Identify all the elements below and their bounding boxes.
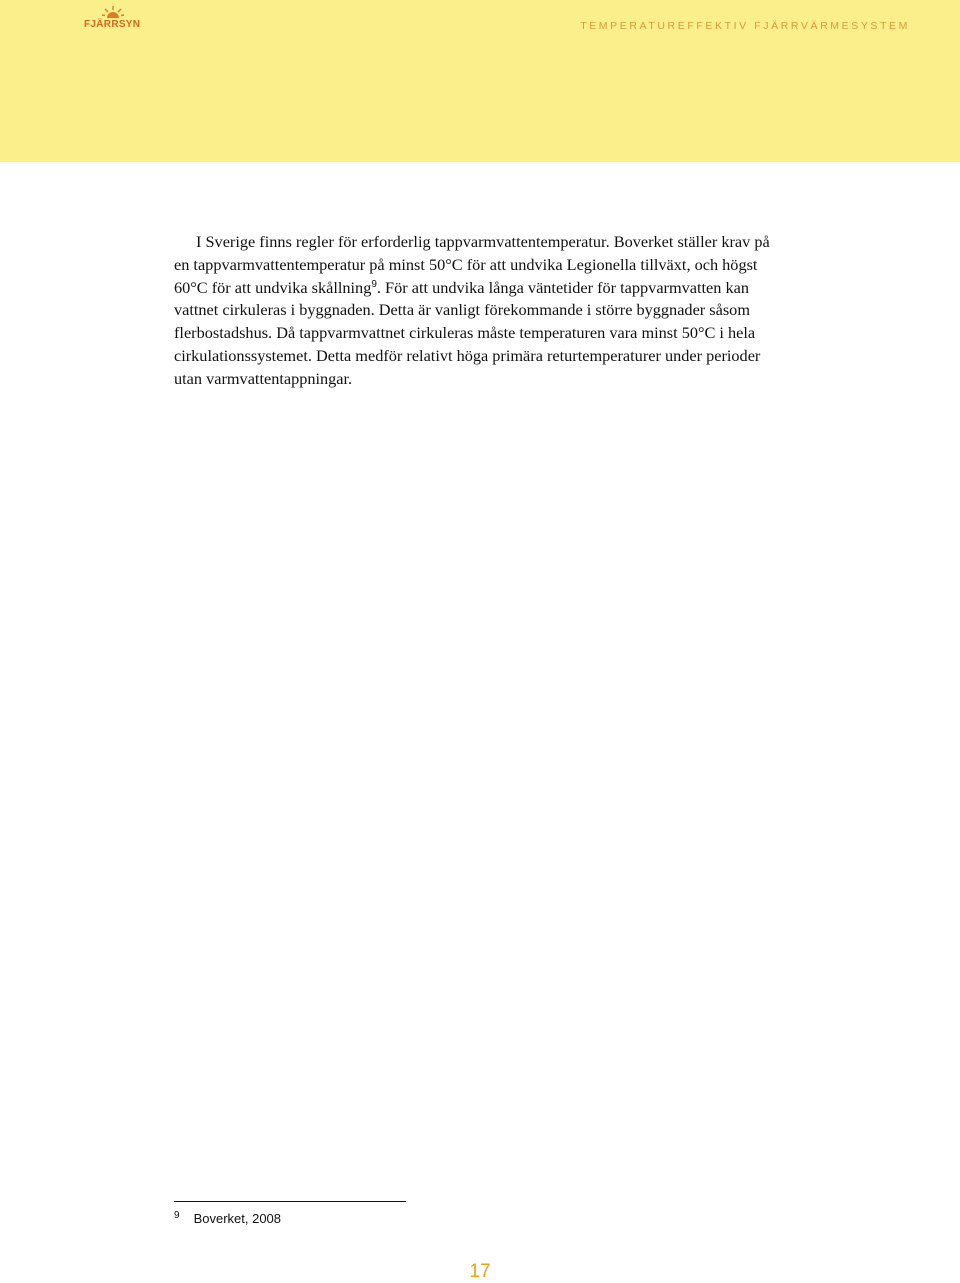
body-text-part-2: . För att undvika långa väntetider för tappvarmvatten kan vattnet cirkuleras i byggnaden. Detta är vanligt förekommande i större byggnader såsom flerbostadshus. Då tappvarmvattnet cirkuleras måste temperaturen vara minst 50°C i hela cirkulationssystemet. Detta medför relativt höga primära returtemperaturer under perioder utan varmvattentappningar. bbox=[174, 277, 761, 388]
body-text-part-1: I Sverige finns regler för erforderlig tappvarmvattentemperatur. Boverket ställer krav på en tappvarmvattentemperatur på minst 50°C för att undvika Legionella tillväxt, och högst 60°C för att undvika skållning bbox=[174, 232, 770, 297]
footnote-number: 9 bbox=[174, 1210, 180, 1221]
sun-icon bbox=[102, 6, 124, 18]
footnote-reference[interactable]: 9 bbox=[371, 278, 377, 290]
footnote-text: Boverket, 2008 bbox=[193, 1211, 282, 1226]
footnote bbox=[174, 1211, 281, 1226]
fjarrsyn-logo bbox=[84, 6, 140, 34]
logo-text: FJÄRRSYN bbox=[84, 19, 141, 30]
body-paragraph bbox=[174, 231, 789, 391]
page-number: 17 bbox=[469, 1261, 491, 1282]
running-title: TEMPERATUREFFEKTIV FJÄRRVÄRMESYSTEM bbox=[580, 20, 910, 32]
footnote-divider bbox=[174, 1201, 406, 1202]
